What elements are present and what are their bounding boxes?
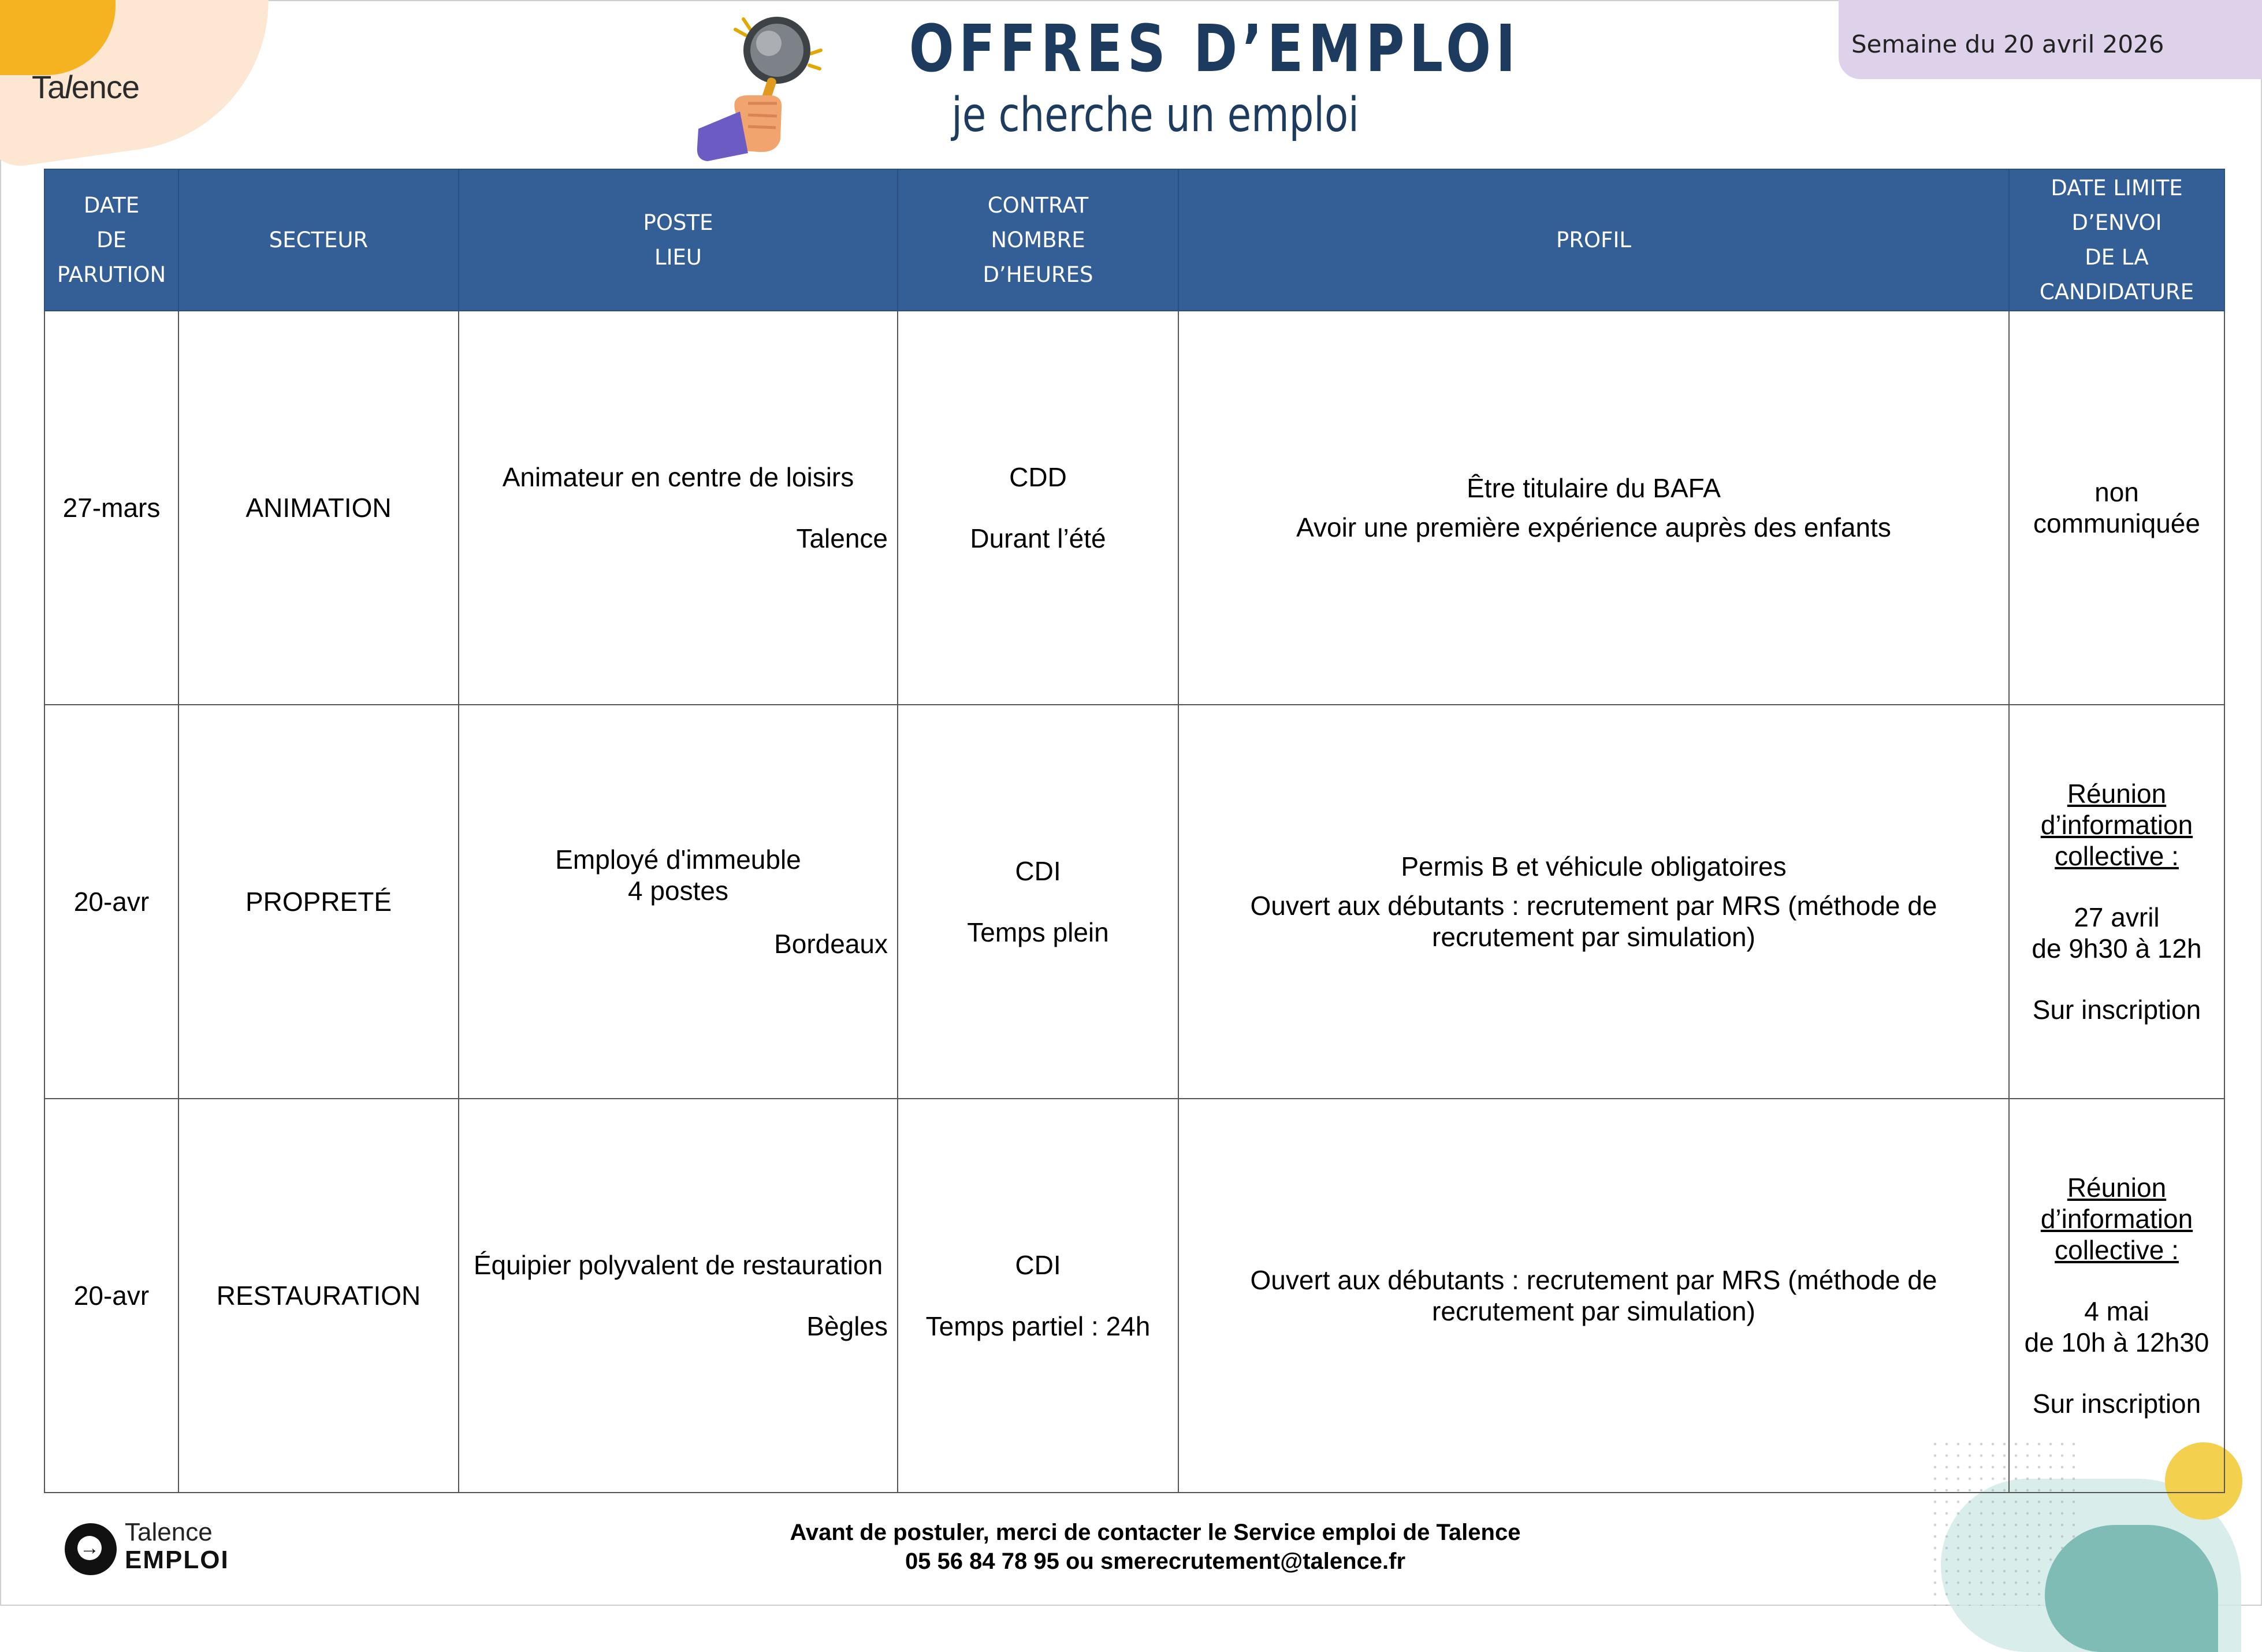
offer-secteur: PROPRETÉ [178,705,459,1099]
week-badge: Semaine du 20 avril 2026 [1839,0,2262,79]
offer-profil-cell [1178,311,2009,705]
offer-lieu: Bordeaux [774,929,888,959]
offer-contrat-cell [898,1099,1178,1493]
offer-deadline-heading: d’information [2040,1204,2193,1234]
offer-deadline-heading: d’information [2040,810,2193,840]
footer-contact [635,1518,1675,1576]
offer-secteur: RESTAURATION [178,1099,459,1493]
offer-poste: Employé d'immeuble [555,844,801,875]
column-header-contrat: CONTRAT NOMBRE D’HEURES [898,169,1178,311]
offer-contrat: CDI [1015,1250,1061,1280]
table-row [44,1099,2224,1493]
offer-lieu: Bègles [806,1311,888,1341]
column-header-poste: POSTE LIEU [459,169,898,311]
page-title: OFFRES D’EMPLOI [909,12,1520,87]
offer-deadline-line: communiquée [2033,508,2200,538]
offer-deadline-date: 27 avril [2074,902,2160,932]
column-header-profil: PROFIL [1178,169,2009,311]
offer-deadline-date: 4 mai [2084,1296,2149,1326]
offer-deadline-line: non [2094,477,2139,507]
offer-deadline-cell [2009,705,2224,1099]
offer-deadline-heading: collective : [2055,1235,2179,1265]
footer-contact-line1: Avant de postuler, merci de contacter le Service emploi de Talence [790,1520,1521,1545]
corner-decoration-teal [2045,1525,2218,1652]
offer-poste-extra: 4 postes [628,876,728,906]
talence-logo: Talence [32,69,140,105]
table-row [44,311,2224,705]
offer-profil-line: Ouvert aux débutants : recrutement par MRS (méthode de recrutement par simulation) [1250,1265,1937,1326]
offer-profil-cell [1178,1099,2009,1493]
offer-deadline-time: de 10h à 12h30 [2024,1327,2209,1357]
column-header-secteur: SECTEUR [178,169,459,311]
table-row [44,705,2224,1099]
offer-deadline-cell [2009,311,2224,705]
column-header-deadline: DATE LIMITE D’ENVOI DE LA CANDIDATURE [2009,169,2224,311]
offer-contrat: CDI [1015,856,1061,886]
offer-profil-cell [1178,705,2009,1099]
job-offers-table [44,169,2225,1493]
offer-deadline-heading: Réunion [2067,779,2167,809]
offer-profil-line: Être titulaire du BAFA [1467,473,1721,503]
offer-date: 20-avr [44,1099,178,1493]
page-title-block [855,12,1520,144]
table-header-row [44,169,2224,311]
offer-poste-cell [459,705,898,1099]
offer-deadline-heading: Réunion [2067,1173,2167,1203]
offer-poste: Animateur en centre de loisirs [502,462,854,492]
offer-contrat: CDD [1009,462,1067,492]
offer-heures: Temps partiel : 24h [925,1311,1151,1341]
footer-contact-line2: 05 56 84 78 95 ou smerecrutement@talence.fr [905,1549,1406,1574]
offer-deadline-note: Sur inscription [2032,995,2201,1025]
arrow-circle-icon: → [65,1523,117,1575]
offer-date: 27-mars [44,311,178,705]
offer-contrat-cell [898,311,1178,705]
offer-deadline-heading: collective : [2055,841,2179,871]
offer-date: 20-avr [44,705,178,1099]
magnifier-hand-icon [690,9,829,165]
offer-deadline-cell [2009,1099,2224,1493]
column-header-date: DATE DE PARUTION [44,169,178,311]
offer-lieu: Talence [796,523,888,553]
offer-profil-line: Avoir une première expérience auprès des enfants [1296,512,1891,542]
offer-profil-line: Permis B et véhicule obligatoires [1401,851,1787,881]
offer-heures: Temps plein [967,917,1109,947]
offer-heures: Durant l’été [970,523,1106,553]
offer-secteur: ANIMATION [178,311,459,705]
offer-poste-cell [459,311,898,705]
offer-poste: Équipier polyvalent de restauration [473,1250,883,1280]
offer-profil-line: Ouvert aux débutants : recrutement par MRS (méthode de recrutement par simulation) [1250,891,1937,952]
offer-contrat-cell [898,705,1178,1099]
offer-poste-cell [459,1099,898,1493]
page-subtitle: je cherche un emploi [951,88,1359,143]
offer-deadline-note: Sur inscription [2032,1389,2201,1419]
offer-deadline-time: de 9h30 à 12h [2032,933,2202,963]
